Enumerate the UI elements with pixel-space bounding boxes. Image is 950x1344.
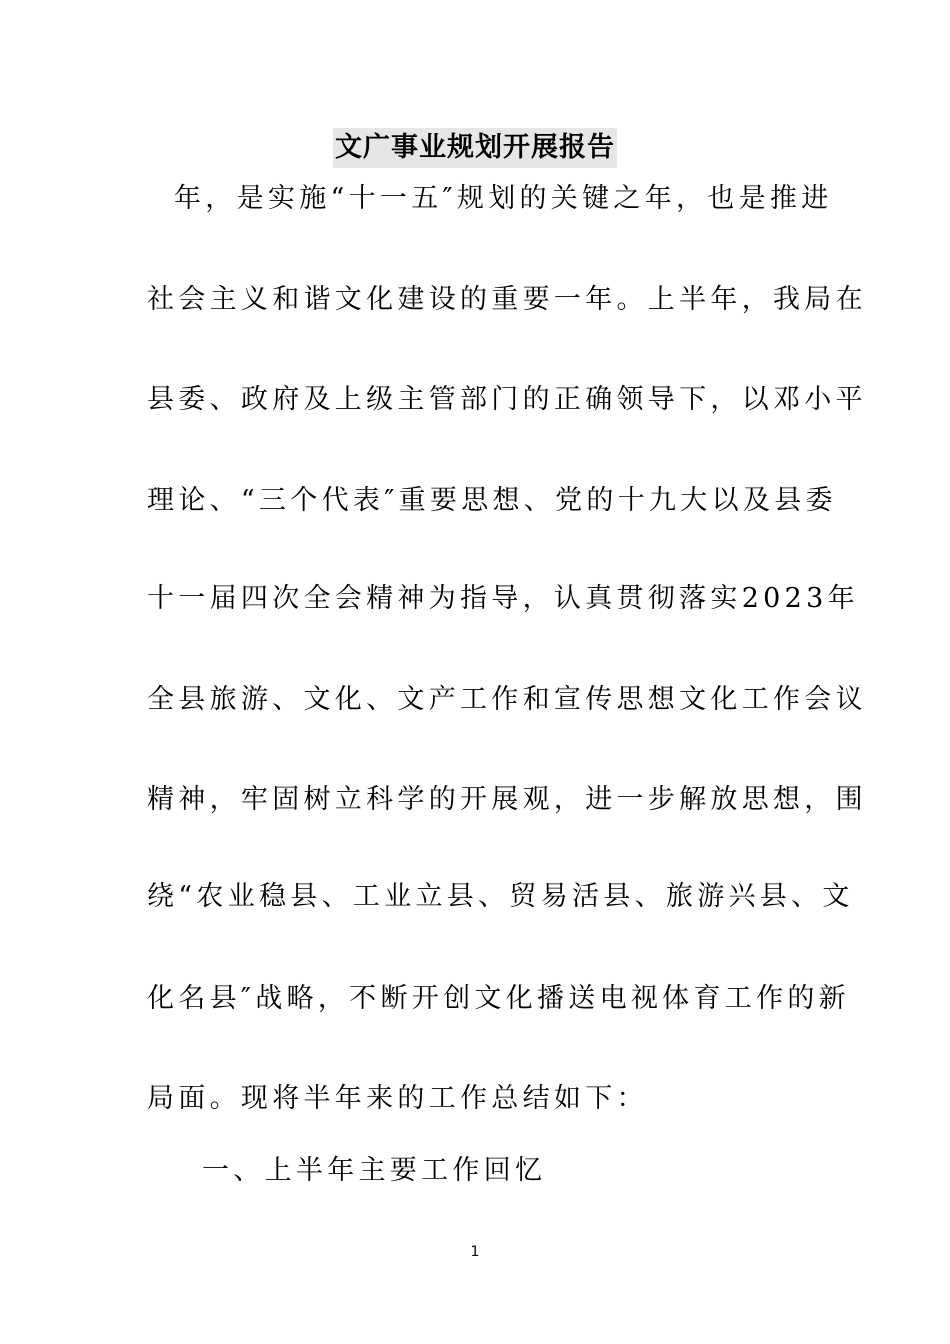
paragraph-line: 年，是实施“十一五″规划的关键之年，也是推进 <box>174 183 833 214</box>
section-heading: 一、上半年主要工作回忆 <box>202 1155 547 1186</box>
page-number: 1 <box>470 1244 480 1260</box>
paragraph-line: 社会主义和谐文化建设的重要一年。上半年，我局在 <box>147 284 867 315</box>
paragraph-line: 十一届四次全会精神为指导，认真贯彻落实2023年 <box>147 583 859 614</box>
paragraph-line: 县委、政府及上级主管部门的正确领导下，以邓小平 <box>147 384 867 415</box>
paragraph-line: 精神，牢固树立科学的开展观，进一步解放思想，围 <box>147 784 867 815</box>
paragraph-line: 局面。现将半年来的工作总结如下： <box>147 1083 648 1114</box>
paragraph-line: 理论、“三个代表″重要思想、党的十九大以及县委 <box>147 485 837 516</box>
paragraph-line: 全县旅游、文化、文产工作和宣传思想文化工作会议 <box>147 684 867 715</box>
paragraph-line: 化名县″战略，不断开创文化播送电视体育工作的新 <box>147 983 850 1014</box>
paragraph-line: 绕“农业稳县、工业立县、贸易活县、旅游兴县、文 <box>147 881 854 912</box>
document-title: 文广事业规划开展报告 <box>333 128 617 168</box>
title-container <box>0 128 950 168</box>
